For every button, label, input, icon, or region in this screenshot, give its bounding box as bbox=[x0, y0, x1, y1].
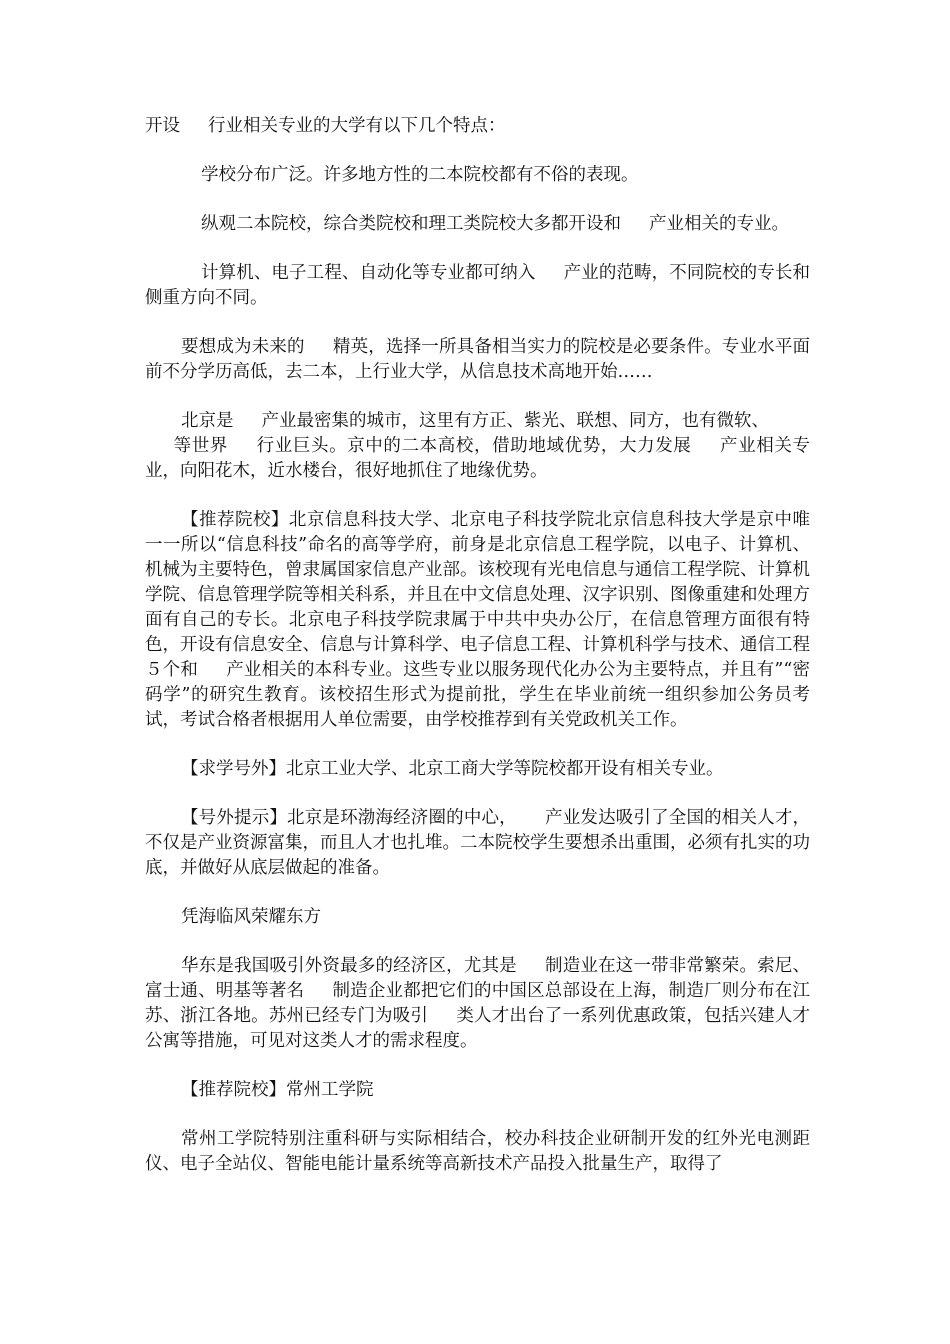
paragraph-changzhou: 常州工学院特别注重科研与实际相结合，校办科技企业研制开发的红外光电测距仪、电子全站仪、智能电能计量系统等高新技术产品投入批量生产，取得了 bbox=[145, 1129, 810, 1174]
paragraph-elite: 要想成为未来的 精英，选择一所具备相当实力的院校是必要条件。专业水平面前不分学历高低，去二本，上行业大学，从信息技术高地开始…… bbox=[145, 337, 811, 382]
paragraph-beijing: 北京是 产业最密集的城市，这里有方正、紫光、联想、同方，也有微软、 等世界 行业巨头。京中的二本高校，借助地域优势，大力发展 产业相关专业，向阳花木，近水楼台，很好地抓住了地缘优势。 bbox=[145, 411, 811, 481]
paragraph-intro: 开设 行业相关专业的大学有以下几个特点： bbox=[145, 116, 506, 136]
document-body bbox=[145, 114, 810, 1201]
paragraph-study-extra: 【求学号外】北京工业大学、北京工商大学等院校都开设有相关专业。 bbox=[181, 759, 724, 779]
paragraph-recommended-changzhou: 【推荐院校】常州工学院 bbox=[181, 1080, 374, 1100]
section-heading-east: 凭海临风荣耀东方 bbox=[181, 907, 321, 927]
paragraph-east-china: 华东是我国吸引外资最多的经济区，尤其是 制造业在这一带非常繁荣。索尼、富士通、明基等著名 制造企业都把它们的中国区总部设在上海，制造厂则分布在江苏、浙江各地。苏州已经专门为吸引 类人才出台了一系列优惠政策，包括兴建人才公寓等措施，可见对这类人才的需求程度。 bbox=[145, 956, 811, 1051]
paragraph-extra-tip: 【号外提示】北京是环渤海经济圈的中心， 产业发达吸引了全国的相关人才，不仅是产业资源富集，而且人才也扎堆。二本院校学生要想杀出重围，必须有扎实的功底，并做好从底层做起的准备。 bbox=[145, 808, 811, 878]
paragraph-overview: 纵观二本院校，综合类院校和理工类院校大多都开设和 产业相关的专业。 bbox=[201, 214, 789, 234]
paragraph-distribution: 学校分布广泛。许多地方性的二本院校都有不俗的表现。 bbox=[201, 165, 639, 185]
paragraph-majors: 计算机、电子工程、自动化等专业都可纳入 产业的范畴，不同院校的专长和侧重方向不同。 bbox=[145, 263, 810, 308]
paragraph-recommended-beijing: 【推荐院校】北京信息科技大学、北京电子科技学院北京信息科技大学是京中唯一一所以“信息科技”命名的高等学府，前身是北京信息工程学院，以电子、计算机、机械为主要特色，曾隶属国家信息产业部。该校现有光电信息与通信工程学院、计算机学院、信息管理学院等相关科系，并且在中文信息处理、汉字识别、图像重建和处理方面有自己的专长。北京电子科技学院隶属于中共中央办公厅，在信息管理方面很有特色，开设有信息安全、信息与计算科学、电子信息工程、计算机科学与技术、通信工程５个和 产业相关的本科专业。这些专业以服务现代化办公为主要特点，并且有”“密码学”的研究生教育。该校招生形式为提前批，学生在毕业前统一组织参加公务员考试，考试合格者根据用人单位需要，由学校推荐到有关党政机关工作。 bbox=[145, 510, 811, 730]
